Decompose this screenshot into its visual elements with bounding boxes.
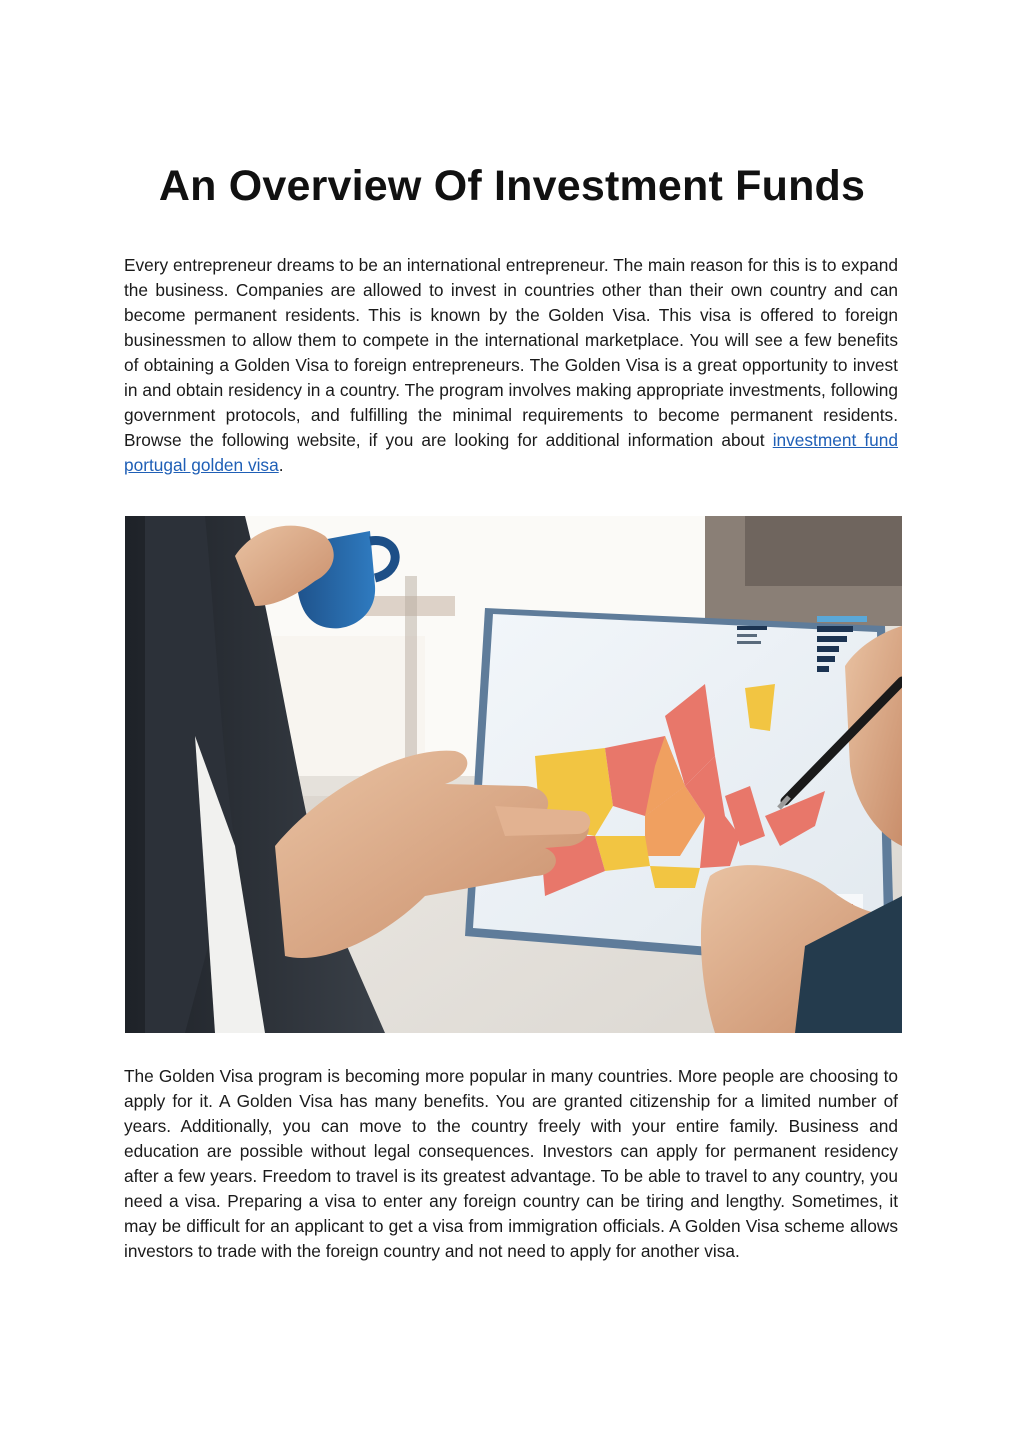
- benefits-paragraph: The Golden Visa program is becoming more popular in many countries. More people are choosing to apply for it. A Golden Visa has many benefits. You are granted citizenship for a limited number of years. Additionally, you can move to the country freely with your entire family. Business and education are possible without legal consequences. Investors can apply for permanent residency after a few years. Freedom to travel is its greatest advantage. To be able to travel to any country, you need a visa. Preparing a visa to enter any foreign country can be tiring and lengthy. Sometimes, it may be difficult for an applicant to get a visa from immigration officials. A Golden Visa scheme allows investors to trade with the foreign country and not need to apply for another visa.: [124, 1066, 898, 1261]
- golden-visa-link[interactable]: investment fund portugal golden visa: [124, 430, 899, 475]
- business-meeting-photo: [125, 516, 902, 1033]
- photo-illustration: [125, 516, 902, 1033]
- intro-link-punctuation: .: [278, 455, 284, 475]
- intro-paragraph: [124, 253, 898, 478]
- page-title: An Overview Of Investment Funds: [158, 162, 866, 210]
- intro-text: Every entrepreneur dreams to be an international entrepreneur. The main reason for this is to expand the business. Companies are allowed to invest in countries other than their own country and can become permanent residents. This is known by the Golden Visa. This visa is offered to foreign businessmen to allow them to compete in the international marketplace. You will see a few benefits of obtaining a Golden Visa to foreign entrepreneurs. The Golden Visa is a great opportunity to invest in and obtain residency in a country. The program involves making appropriate investments, following government protocols, and fulfilling the minimal requirements to become permanent residents. Browse the following website, if you are looking for additional information about: [124, 255, 898, 450]
